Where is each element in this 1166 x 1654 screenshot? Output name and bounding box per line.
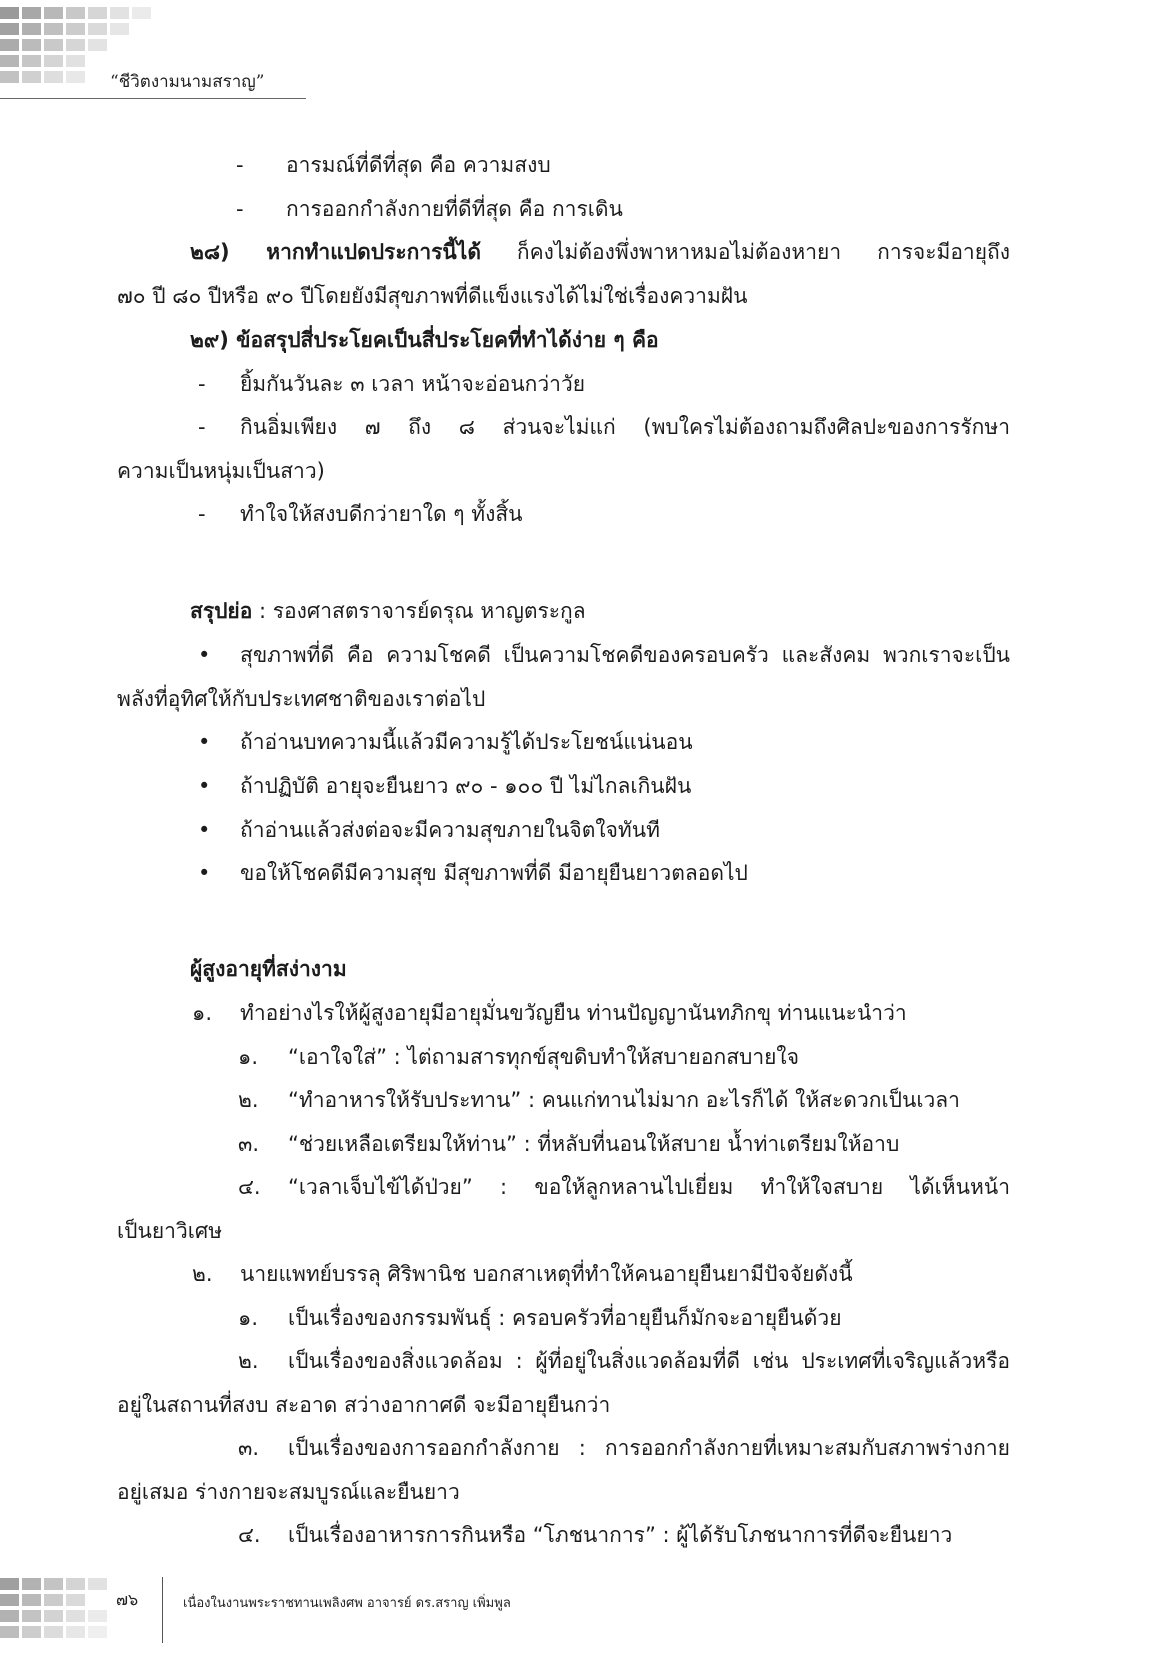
body-line: ทำใจให้สงบดีกว่ายาใด ๆ ทั้งสิ้น — [240, 502, 523, 526]
bullet-text: ขอให้โชคดีมีความสุข มีสุขภาพที่ดี มีอายุยืนยาวตลอดไป — [240, 861, 748, 885]
body-line: การออกกำลังกายที่ดีที่สุด คือ การเดิน — [286, 197, 623, 221]
summary-line — [190, 596, 586, 626]
item-28-line — [190, 237, 1010, 267]
list-item-text: “ทำอาหารให้รับประทาน” : คนแก่ทานไม่มาก อะไรก็ได้ ให้สะดวกเป็นเวลา — [288, 1088, 960, 1112]
body-line: พลังที่อุทิศให้กับประเทศชาติของเราต่อไป — [117, 687, 486, 711]
bullet-text: สุขภาพที่ดี คือ ความโชคดี เป็นความโชคดีของครอบครัว และสังคม พวกเราจะเป็น — [240, 643, 1010, 667]
body-line: อารมณ์ที่ดีที่สุด คือ ความสงบ — [286, 153, 551, 177]
list-number: ๓. — [238, 1436, 260, 1460]
footer-caption: เนื่องในงานพระราชทานเพลิงศพ อาจารย์ ดร.สราญ เพิ่มพูล — [183, 1596, 511, 1611]
list-number: ๓. — [238, 1132, 260, 1156]
dash: - — [236, 153, 244, 177]
list-item-text: เป็นเรื่องอาหารการกินหรือ “โภชนาการ” : ผู้ได้รับโภชนาการที่ดีจะยืนยาว — [288, 1523, 953, 1547]
item-28-text: ก็คงไม่ต้องพึ่งพาหาหมอไม่ต้องหายา การจะมีอายุถึง — [516, 240, 1010, 264]
item-28-title: ๒๘) หากทำแปดประการนี้ได้ — [190, 240, 481, 264]
list-item-text: “ช่วยเหลือเตรียมให้ท่าน” : ที่หลับที่นอนให้สบาย น้ำท่าเตรียมให้อาบ — [288, 1132, 900, 1156]
item-29-title: ๒๙) ข้อสรุปสี่ประโยคเป็นสี่ประโยคที่ทำได้ง่าย ๆ คือ — [190, 328, 659, 352]
dash: - — [198, 502, 206, 526]
header-rule — [0, 98, 306, 99]
summary-label: สรุปย่อ — [190, 599, 253, 623]
list-number: ๔. — [238, 1523, 261, 1547]
list-item-text: เป็นเรื่องของการออกกำลังกาย : การออกกำลังกายที่เหมาะสมกับสภาพร่างกาย — [288, 1436, 1010, 1460]
bullet-text: ถ้าอ่านแล้วส่งต่อจะมีความสุขภายในจิตใจทันที — [240, 818, 660, 842]
body-line: กินอิ่มเพียง ๗ ถึง ๘ ส่วนจะไม่แก่ (พบใครไม่ต้องถามถึงศิลปะของการรักษา — [240, 415, 1010, 439]
list-number: ๑. — [192, 1001, 213, 1025]
list-item-text: เป็นเรื่องของกรรมพันธุ์ : ครอบครัวที่อายุยืนก็มักจะอายุยืนด้วย — [288, 1306, 842, 1330]
bullet-icon: • — [198, 643, 211, 667]
list-number: ๒. — [238, 1088, 259, 1112]
list-item-text: “เอาใจใส่” : ไต่ถามสารทุกข์สุขดิบทำให้สบายอกสบายใจ — [288, 1045, 799, 1069]
list-number: ๔. — [238, 1175, 261, 1199]
bullet-icon: • — [198, 861, 211, 885]
list-item-text: เป็นเรื่องของสิ่งแวดล้อม : ผู้ที่อยู่ในสิ่งแวดล้อมที่ดี เช่น ประเทศที่เจริญแล้วหรือ — [288, 1349, 1010, 1373]
list-item-text: “เวลาเจ็บไข้ได้ป่วย” : ขอให้ลูกหลานไปเยี่ยม ทำให้ใจสบาย ได้เห็นหน้า — [288, 1175, 1010, 1199]
bullet-text: ถ้าปฏิบัติ อายุจะยืนยาว ๙๐ - ๑๐๐ ปี ไม่ไกลเกินฝัน — [240, 774, 692, 798]
bullet-icon: • — [198, 730, 211, 754]
list-number: ๒. — [238, 1349, 259, 1373]
page-number: ๗๖ — [116, 1590, 139, 1609]
list-item-text: นายแพทย์บรรลุ ศิริพานิช บอกสาเหตุที่ทำให้คนอายุยืนยามีปัจจัยดังนี้ — [240, 1262, 853, 1286]
list-number: ๒. — [192, 1262, 213, 1286]
list-number: ๑. — [238, 1306, 259, 1330]
body-line: อยู่ในสถานที่สงบ สะอาด สว่างอากาศดี จะมีอายุยืนกว่า — [117, 1393, 611, 1417]
body-line: เป็นยาวิเศษ — [117, 1219, 223, 1243]
dash: - — [198, 415, 206, 439]
body-line: อยู่เสมอ ร่างกายจะสมบูรณ์และยืนยาว — [117, 1480, 460, 1504]
page-header-title: “ชีวิตงามนามสราญ” — [110, 72, 265, 92]
bullet-icon: • — [198, 818, 211, 842]
dash: - — [198, 372, 206, 396]
footer-divider — [162, 1577, 163, 1643]
bullet-icon: • — [198, 774, 211, 798]
bullet-text: ถ้าอ่านบทความนี้แล้วมีความรู้ได้ประโยชน์แน่นอน — [240, 730, 693, 754]
list-number: ๑. — [238, 1045, 259, 1069]
body-line: ความเป็นหนุ่มเป็นสาว) — [117, 459, 325, 483]
section-heading: ผู้สูงอายุที่สง่างาม — [190, 957, 347, 981]
list-item-text: ทำอย่างไรให้ผู้สูงอายุมีอายุมั่นขวัญยืน ท่านปัญญานันทภิกขุ ท่านแนะนำว่า — [240, 1001, 907, 1025]
summary-author: : รองศาสตราจารย์ดรุณ หาญตระกูล — [259, 599, 586, 623]
body-line: ๗๐ ปี ๘๐ ปีหรือ ๙๐ ปีโดยยังมีสุขภาพที่ดีแข็งแรงได้ไม่ใช่เรื่องความฝัน — [117, 284, 748, 308]
dash: - — [236, 197, 244, 221]
body-line: ยิ้มกันวันละ ๓ เวลา หน้าจะอ่อนกว่าวัย — [240, 372, 586, 396]
